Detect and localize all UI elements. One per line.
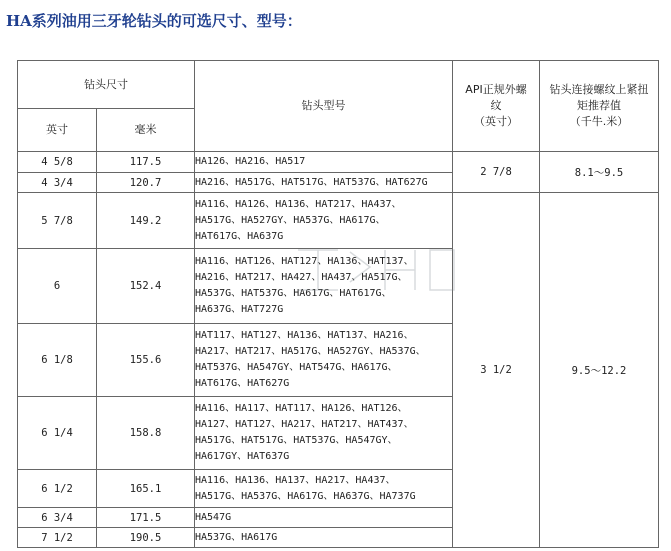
header-api-thread [453, 61, 540, 152]
model-line: HA216、HAT217、HA427、HA437、HA517G、 [195, 272, 408, 283]
header-api-line3: （英寸） [474, 115, 518, 128]
cell-mm: 117.5 [97, 152, 195, 173]
cell-mm: 155.6 [97, 324, 195, 397]
model-line: HA116、HAT126、HAT127、HA136、HAT137、 [195, 256, 414, 267]
cell-inch: 7 1/2 [18, 528, 97, 548]
cell-mm: 171.5 [97, 508, 195, 528]
cell-models [195, 528, 453, 548]
header-row [18, 61, 659, 109]
header-api-line1: API正规外螺 [465, 83, 527, 96]
model-line: HA637G、HAT727G [195, 304, 284, 315]
cell-mm: 190.5 [97, 528, 195, 548]
cell-torque: 8.1～9.5 [540, 152, 659, 193]
header-model: 钻头型号 [195, 61, 453, 152]
cell-inch: 4 3/4 [18, 173, 97, 193]
cell-inch: 6 3/4 [18, 508, 97, 528]
model-line: HA517G、HA537G、HA617G、HA637G、HA737G [195, 490, 416, 502]
cell-models [195, 173, 453, 193]
cell-inch: 5 7/8 [18, 193, 97, 249]
table-row [18, 152, 659, 173]
model-line: HA216、HA517G、HAT517G、HAT537G、HAT627G [195, 176, 428, 188]
cell-api-thread: 2 7/8 [453, 152, 540, 193]
cell-torque: 9.5～12.2 [540, 193, 659, 548]
table-row [18, 193, 659, 249]
cell-models [195, 193, 453, 249]
cell-mm: 120.7 [97, 173, 195, 193]
model-line: HA126、HA216、HA517 [195, 156, 306, 167]
model-line: HA217、HAT217、HA517G、HA527GY、HA537G、 [195, 346, 426, 357]
cell-models [195, 152, 453, 173]
model-line: HA537G、HAT537G、HA617G、HAT617G、 [195, 288, 392, 299]
cell-models [195, 470, 453, 508]
cell-models [195, 249, 453, 324]
header-mm: 毫米 [97, 109, 195, 152]
header-torque-line3: （千牛.米） [569, 115, 629, 128]
model-line: HAT117、HAT127、HA136、HAT137、HA216、 [195, 330, 414, 341]
cell-models [195, 397, 453, 470]
cell-mm: 152.4 [97, 249, 195, 324]
model-line: HA537G、HA617G [195, 531, 278, 543]
model-line: HA116、HA126、HA136、HAT217、HA437、 [195, 198, 402, 210]
page-title: HA系列油用三牙轮钻头的可选尺寸、型号： [6, 12, 302, 30]
model-line: HA517G、HAT517G、HAT537G、HA547GY、 [195, 435, 398, 446]
model-line: HA617GY、HAT637G [195, 451, 290, 462]
model-line: HA547G [195, 511, 232, 523]
bit-spec-table [17, 60, 659, 548]
cell-models [195, 324, 453, 397]
header-bit-size: 钻头尺寸 [18, 61, 195, 109]
header-torque [540, 61, 659, 152]
cell-mm: 165.1 [97, 470, 195, 508]
cell-inch: 6 [18, 249, 97, 324]
model-line: HAT617G、HAT627G [195, 378, 290, 389]
header-torque-line1: 钻头连接螺纹上紧扭 [549, 83, 649, 96]
header-torque-line2: 矩推荐值 [577, 99, 621, 112]
cell-mm: 158.8 [97, 397, 195, 470]
header-api-line2: 纹 [490, 99, 502, 112]
model-line: HAT537G、HA547GY、HAT547G、HA617G、 [195, 362, 398, 373]
cell-inch: 6 1/2 [18, 470, 97, 508]
cell-inch: 6 1/4 [18, 397, 97, 470]
cell-inch: 4 5/8 [18, 152, 97, 173]
cell-mm: 149.2 [97, 193, 195, 249]
model-line: HA127、HAT127、HA217、HAT217、HAT437、 [195, 419, 414, 430]
model-line: HA116、HA117、HAT117、HA126、HAT126、 [195, 403, 408, 414]
cell-api-thread: 3 1/2 [453, 193, 540, 548]
cell-models [195, 508, 453, 528]
cell-inch: 6 1/8 [18, 324, 97, 397]
header-inch: 英寸 [18, 109, 97, 152]
model-line: HAT617G、HA637G [195, 230, 284, 242]
model-line: HA517G、HA527GY、HA537G、HA617G、 [195, 214, 386, 226]
model-line: HA116、HA136、HA137、HA217、HA437、 [195, 474, 396, 486]
